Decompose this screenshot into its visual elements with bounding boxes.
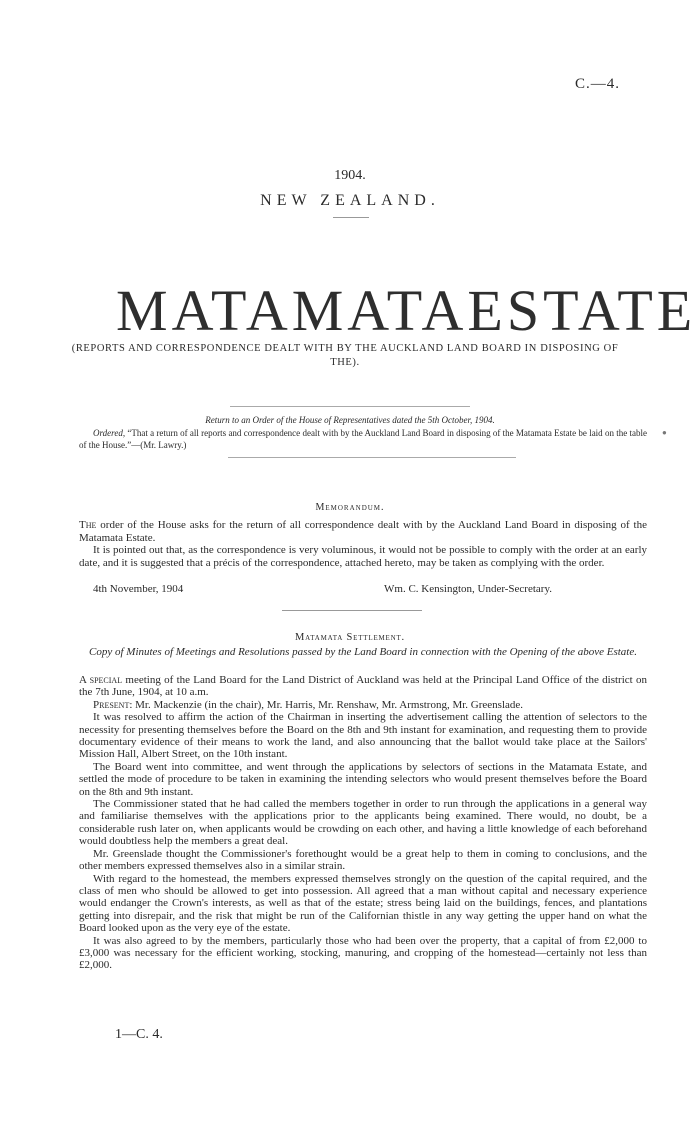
minutes-paragraph: It was also agreed to by the members, particularly those who had been over the property, that a capital of from £2,000 to £3,000 was necessary for the efficient working, stocking, manuring, and cropping of the homestead—certainly not less than £2,000. (79, 934, 647, 972)
memorandum-text: order of the House asks for the return of all correspondence dealt with by the Auckland Land Board in disposing of the Matamata Estate. (79, 519, 647, 544)
return-order-line: Return to an Order of the House of Representatives dated the 5th October, 1904. (205, 415, 495, 425)
minutes-body (79, 674, 647, 972)
sheet-ref: 1—C. 4. (115, 1027, 163, 1042)
minutes-paragraph: With regard to the homestead, the members expressed themselves strongly on the question of the capital required, and the class of men who should be allowed to get into possession. All agreed that a man without capital and necessary experience would endanger the Crown's interests, as well as that of the estate; stress being laid on the buildings, fences, and plantations getting into disrepair, and the risk that might be run of the Californian thistle in any way getting the upper hand on what the Board looked upon as the very eye of the estate. (79, 872, 647, 935)
memorandum-lead: The (79, 519, 97, 531)
signature-line (93, 583, 647, 596)
divider (333, 217, 369, 218)
year: 1904. (334, 168, 366, 183)
minutes-paragraph: It was resolved to affirm the action of the Chairman in inserting the advertisement calling the attention of selectors to the necessity for presenting themselves before the Board on the 8th and 9th instant for examination, and requesting them to provide documentary evidence of their means to work the land, and also announcing that the ballot would take place at the Sailors' Mission Hall, Albert Street, on the 10th instant. (79, 711, 647, 761)
minutes-text: meeting of the Land Board for the Land District of Auckland was held at the Principal Land Office of the district on the 7th June, 1904, at 10 a.m. (79, 674, 648, 699)
minutes-lead: A special (79, 674, 123, 686)
minutes-title: Copy of Minutes of Meetings and Resolutions passed by the Land Board in connection with the Opening of the above Estate. (89, 646, 637, 658)
ordered-paragraph (79, 427, 647, 451)
divider (228, 457, 516, 458)
divider (230, 406, 470, 407)
subtitle: (REPORTS AND CORRESPONDENCE DEALT WITH BY THE AUCKLAND LAND BOARD IN DISPOSING OF THE). (71, 343, 619, 368)
ordered-label: Ordered, (93, 428, 126, 438)
memorandum-body (79, 519, 647, 569)
main-title-word-2: ESTATE (467, 278, 697, 343)
memorandum-date: 4th November, 1904 (93, 583, 184, 595)
present-paragraph (79, 699, 647, 711)
minutes-paragraph: Mr. Greenslade thought the Commissioner's forethought would be a great help to them in coming to conclusions, and the other members expressed themselves also in a similar strain. (79, 847, 647, 873)
main-title (116, 278, 697, 343)
parliamentary-paper-ref: C.—4. (574, 76, 620, 92)
minutes-paragraph: The Commissioner stated that he had called the members together in order to run through the applications in a general way and familiarise themselves with the applications prior to the applicants being examined. There would, no doubt, be a considerable rush later on, when applicants would be crowding on each other, and having a little knowledge of each beforehand would doubtless help the members a great deal. (79, 798, 647, 848)
present-text: Mr. Mackenzie (in the chair), Mr. Harris, Mr. Renshaw, Mr. Armstrong, Mr. Greenslade. (132, 698, 524, 711)
present-label: Present: (93, 698, 133, 711)
signature: Wm. C. Kensington, Under-Secretary. (384, 583, 552, 595)
memorandum-paragraph (79, 519, 647, 544)
divider (282, 610, 422, 611)
memorandum-heading: Memorandum. (315, 502, 385, 513)
memorandum-paragraph: It is pointed out that, as the correspondence is very voluminous, it would not be possible to comply with the order at an early date, and it is suggested that a précis of the correspondence, attached hereto, may be taken as complying with the order. (79, 544, 647, 569)
minutes-paragraph (79, 674, 647, 699)
country: NEW ZEALAND. (260, 192, 440, 209)
settlement-heading: Matamata Settlement. (295, 632, 405, 643)
margin-mark: ● (662, 428, 667, 437)
minutes-paragraph: The Board went into committee, and went through the applications by selectors of sections in the Matamata Estate, and settled the mode of procedure to be taken in examining the intending selectors who would present themselves before the Board on the 8th and 9th instant. (79, 760, 647, 798)
ordered-text: “That a return of all reports and correspondence dealt with by the Auckland Land Board in disposing of the Matamata Estate be laid on the table of the House.”—(Mr. Lawry.) (79, 428, 647, 450)
main-title-word-1: MATAMATA (116, 278, 468, 343)
